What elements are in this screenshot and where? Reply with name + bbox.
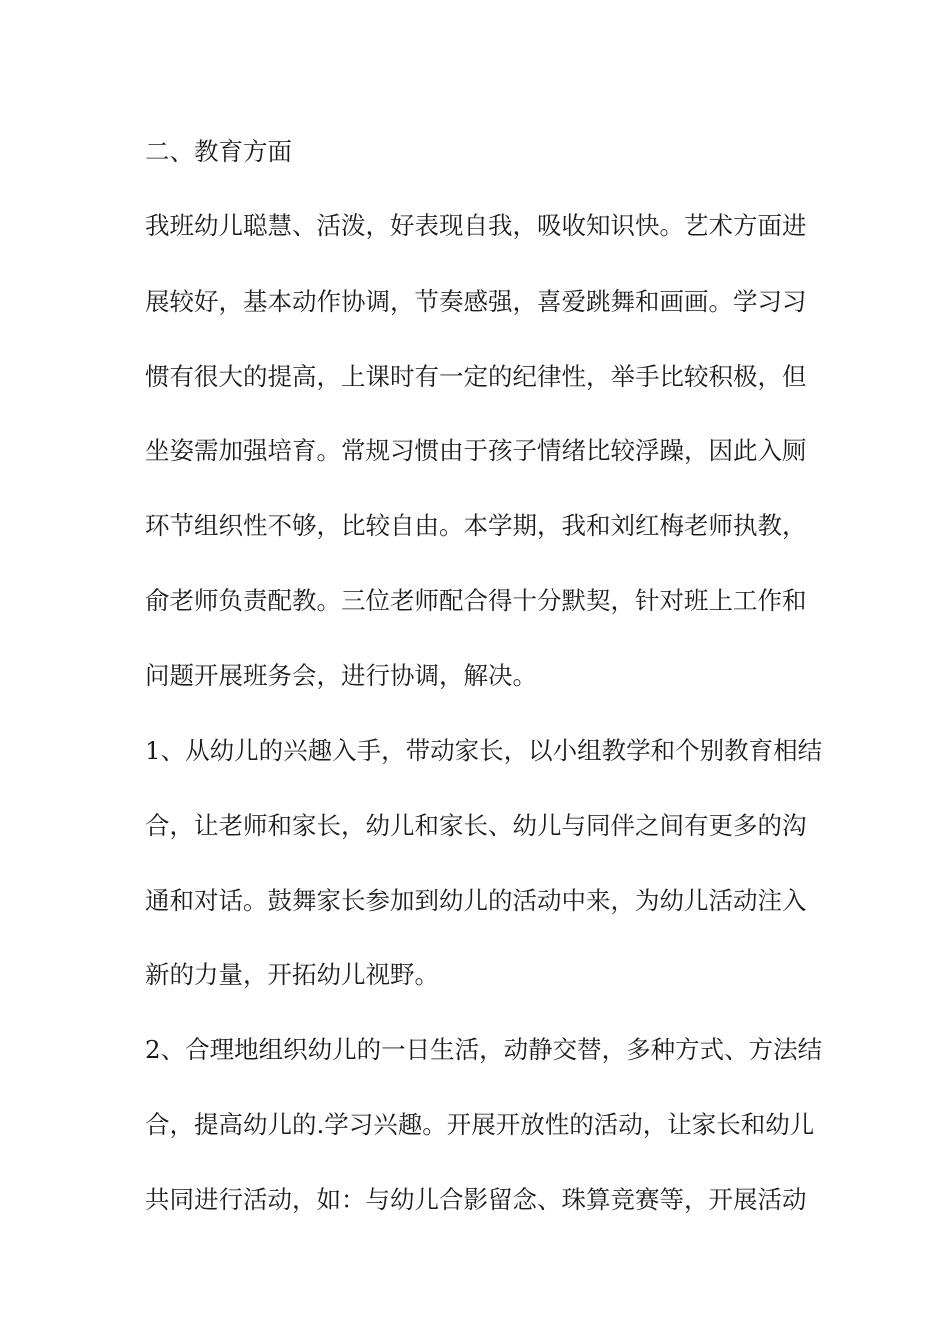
- paragraph-line: 我班幼儿聪慧、活泼，好表现自我，吸收知识快。艺术方面进: [145, 211, 807, 240]
- paragraph-line: 惯有很大的提高，上课时有一定的纪律性，举手比较积极，但: [145, 362, 807, 391]
- section-heading: 二、教育方面: [145, 137, 292, 166]
- paragraph-line: 2、合理地组织幼儿的一日生活，动静交替，多种方式、方法结: [145, 1035, 823, 1064]
- paragraph-line: 合，让老师和家长，幼儿和家长、幼儿与同伴之间有更多的沟: [145, 811, 807, 840]
- paragraph-line: 共同进行活动，如：与幼儿合影留念、珠算竞赛等，开展活动: [145, 1185, 807, 1214]
- paragraph-line: 合，提高幼儿的.学习兴趣。开展开放性的活动，让家长和幼儿: [145, 1110, 815, 1139]
- paragraph-line: 展较好，基本动作协调，节奏感强，喜爱跳舞和画画。学习习: [145, 287, 807, 316]
- paragraph-line: 通和对话。鼓舞家长参加到幼儿的活动中来，为幼儿活动注入: [145, 886, 807, 915]
- paragraph-line: 坐姿需加强培育。常规习惯由于孩子情绪比较浮躁，因此入厕: [145, 436, 807, 465]
- paragraph-line: 问题开展班务会，进行协调，解决。: [145, 661, 537, 690]
- paragraph-line: 新的力量，开拓幼儿视野。: [145, 960, 439, 989]
- paragraph-line: 俞老师负责配教。三位老师配合得十分默契，针对班上工作和: [145, 586, 807, 615]
- paragraph-line: 1、从幼儿的兴趣入手，带动家长，以小组教学和个别教育相结: [145, 736, 823, 765]
- paragraph-line: 环节组织性不够，比较自由。本学期，我和刘红梅老师执教，: [145, 511, 807, 540]
